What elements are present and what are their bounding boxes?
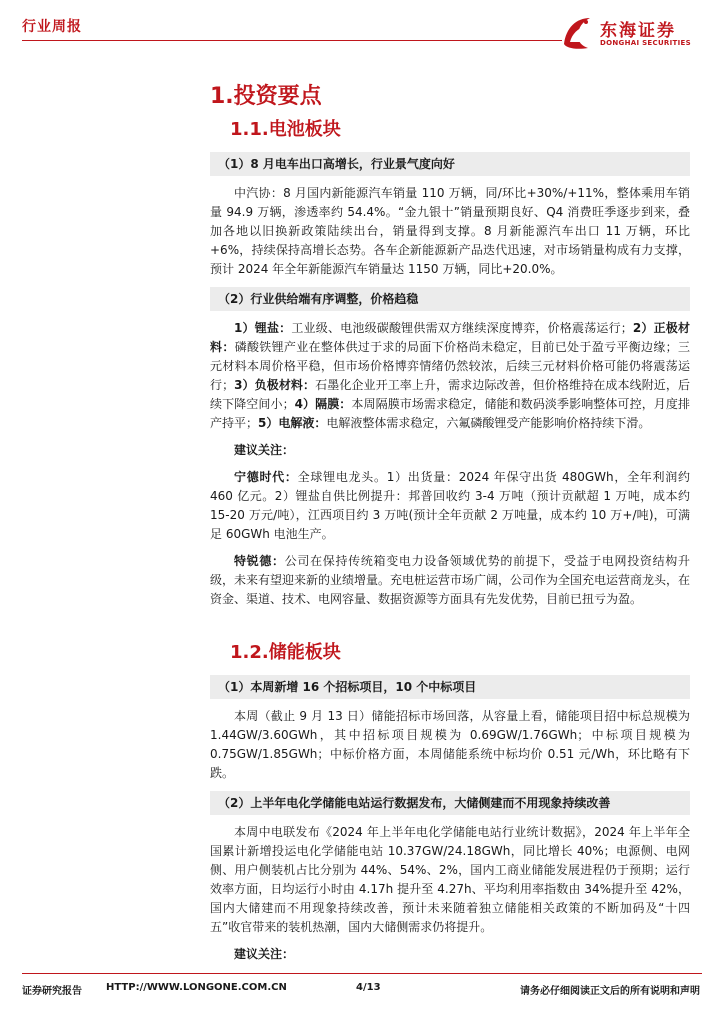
lithium-salt-text: 工业级、电池级碳酸锂供需双方继续深度博弈，价格震荡运行； — [291, 321, 633, 335]
footer-website-link[interactable]: HTTP://WWW.LONGONE.COM.CN — [106, 982, 287, 993]
main-content — [210, 82, 690, 972]
catl-name: 宁德时代： — [234, 470, 298, 484]
battery-highlight-2: （2）行业供给端有序调整，价格趋稳 — [210, 287, 690, 311]
storage-paragraph-1: 本周（截止 9 月 13 日）储能招标市场回落，从容量上看，储能项目招中标总规模为 1.44GW/3.60GWh，其中招标项目规模为 0.69GW/1.76GWh；中标项目规模为 0.75GW/1.85GWh；中标价格方面，本周储能系统中标均价 0.51 元/Wh，环比略有下跌。 — [210, 709, 690, 780]
storage-highlight-1: （1）本周新增 16 个招标项目，10 个中标项目 — [210, 675, 690, 699]
footer-divider — [22, 973, 702, 974]
company-logo — [560, 14, 710, 54]
section-title: 1.投资要点 — [210, 84, 322, 109]
footer-disclaimer: 请务必仔细阅读正文后的所有说明和声明 — [520, 986, 700, 997]
report-type-tag: 行业周报 — [22, 19, 82, 35]
storage-highlight-2: （2）上半年电化学储能电站运行数据发布，大储侧建而不用现象持续改善 — [210, 791, 690, 815]
electrolyte-label: 5）电解液： — [258, 416, 327, 430]
footer-report-label: 证券研究报告 — [22, 986, 82, 997]
battery-paragraph-2 — [210, 319, 690, 433]
footer-page-number: 4/13 — [356, 982, 381, 993]
catl-paragraph — [210, 468, 690, 544]
teruide-paragraph — [210, 552, 690, 609]
catl-text: 全球锂电龙头。1）出货量：2024 年保守出货 480GWh，全年利润约 460 亿元。2）锂盐自供比例提升：邦普回收约 3-4 万吨（预计贡献超 1 万吨，成本约 15-20 万元/吨），江西项目约 3 万吨(预计全年贡献 2 万吨量，成本约 10 万+/吨)，可满足 60GWh 电池生产。 — [210, 470, 690, 541]
separator-text: 本周隔膜市场需求稳定，储能和数码淡季影响整体可控，月度排产持平； — [210, 397, 690, 430]
logo-emblem-icon — [560, 14, 596, 52]
battery-paragraph-1: 中汽协：8 月国内新能源汽车销量 110 万辆，同/环比+30%/+11%，整体乘用车销量 94.9 万辆，渗透率约 54.4%。“金九银十”销量预期良好、Q4 消费旺季逐步到来，叠加各地以旧换新政策陆续出台，销量得到支撑。8 月新能源汽车出口 11 万辆，环比+6%，持续保持高增长态势。各车企新能源新产品迭代迅速，对市场销量构成有力支撑，预计 2024 年全年新能源汽车销量达 1150 万辆，同比+20.0%。 — [210, 186, 690, 276]
header-divider — [22, 40, 562, 41]
electrolyte-text: 电解液整体需求稳定，六氟磷酸锂受产能影响价格持续下滑。 — [326, 416, 651, 430]
cathode-text: 磷酸铁锂产业在整体供过于求的局面下价格尚未稳定，目前已处于盈亏平衡边缘；三元材料本周价格平稳，但市场价格博弈情绪仍然较浓，后续三元材料价格可能仍将震荡运行； — [210, 340, 690, 392]
separator-label: 4）隔膜： — [294, 397, 352, 411]
teruide-name: 特锐德： — [234, 554, 285, 568]
storage-paragraph-2: 本周中电联发布《2024 年上半年电化学储能电站行业统计数据》，2024 年上半年全国累计新增投运电化学储能电站 10.37GW/24.18GWh，同比增长 40%；电源侧、电网侧、用户侧装机占比分别为 44%、54%、2%，国内工商业储能发展进程仍于预期；运行效率方面，日均运行小时由 4.17h 提升至 4.27h、平均利用率指数由 34%提升至 42%，国内大储建而不用现象持续改善，预计未来随着独立储能相关政策的不断加码及“十四五”收官带来的装机热潮，国内大储侧需求仍将提升。 — [210, 825, 690, 934]
battery-section-title: 1.1.电池板块 — [230, 119, 341, 140]
lithium-salt-label: 1）锂盐： — [234, 321, 292, 335]
teruide-text: 公司在保持传统箱变电力设备领域优势的前提下，受益于电网投资结构升级，未来有望迎来新的业绩增量。充电桩运营市场广阔，公司作为全国充电运营商龙头，在资金、渠道、技术、电网容量、数据资源等方面具有先发优势，目前已扭亏为盈。 — [210, 554, 691, 606]
logo-text-en: DONGHAI SECURITIES — [600, 39, 691, 47]
cathode-label: 2）正极材料： — [210, 321, 690, 354]
anode-text: 石墨化企业开工率上升，需求边际改善，但价格维持在成本线附近，后续下降空间小； — [210, 378, 690, 411]
logo-text-cn: 东海证券 — [600, 21, 676, 41]
storage-section-title: 1.2.储能板块 — [230, 642, 341, 663]
anode-label: 3）负极材料： — [234, 378, 316, 392]
battery-highlight-1: （1）8 月电车出口高增长，行业景气度向好 — [210, 152, 690, 176]
battery-suggestion-heading: 建议关注： — [234, 443, 295, 457]
storage-suggestion-heading: 建议关注： — [234, 947, 295, 961]
